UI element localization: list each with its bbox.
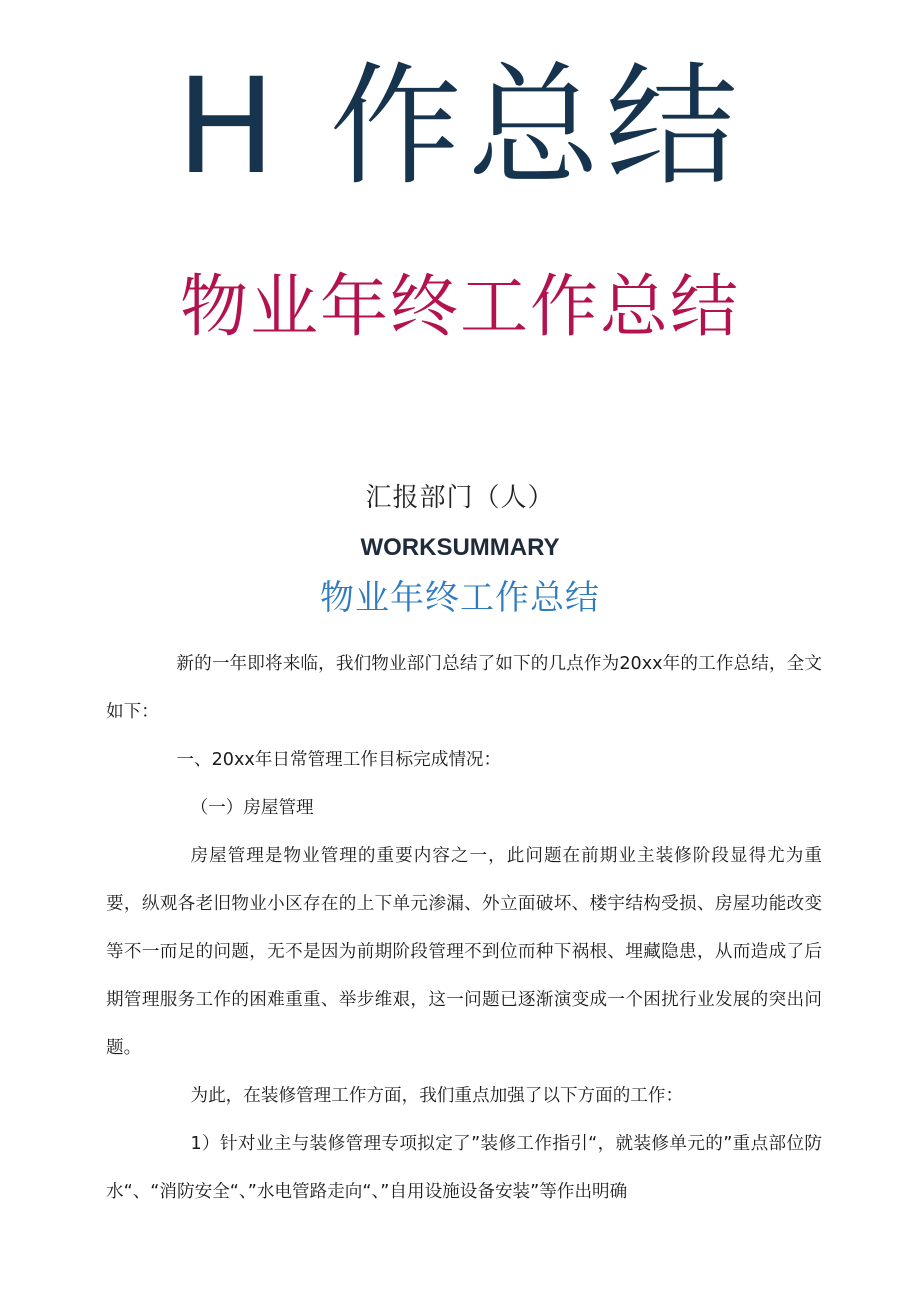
reporting-department: 汇报部门（人）: [365, 483, 555, 513]
housing-paragraph: 房屋管理是物业管理的重要内容之一，此问题在前期业主装修阶段显得尤为重要，纵观各老旧物业小区存在的上下单元渗漏、外立面破坏、楼宇结构受损、房屋功能改变等不一而足的问题，无不是因为前期阶段管理不到位而种下祸根、埋藏隐患，从而造成了后期管理服务工作的困难重重、举步维艰，这一问题已逐渐演变成一个困扰行业发展的突出问题。: [106, 846, 822, 1058]
subsection-heading-housing: （一）房屋管理: [190, 798, 314, 818]
intro-paragraph: 新的一年即将来临，我们物业部门总结了如下的几点作为20xx年的工作总结，全文如下：: [106, 654, 822, 722]
focus-paragraph: 为此，在装修管理工作方面，我们重点加强了以下方面的工作：: [190, 1086, 684, 1106]
section-heading-1: 一、20xx年日常管理工作目标完成情况：: [176, 750, 502, 770]
big-title: H 作总结: [176, 50, 744, 204]
sub-title: 物业年终工作总结: [179, 268, 740, 347]
document-title: 物业年终工作总结: [320, 578, 600, 618]
work-summary-label: WORKSUMMARY: [360, 534, 560, 561]
item-1-paragraph: 1）针对业主与装修管理专项拟定了”装修工作指引“，就装修单元的”重点部位防水“、“消防安全“、”水电管路走向“、”自用设施设备安装”等作出明确: [106, 1134, 822, 1202]
